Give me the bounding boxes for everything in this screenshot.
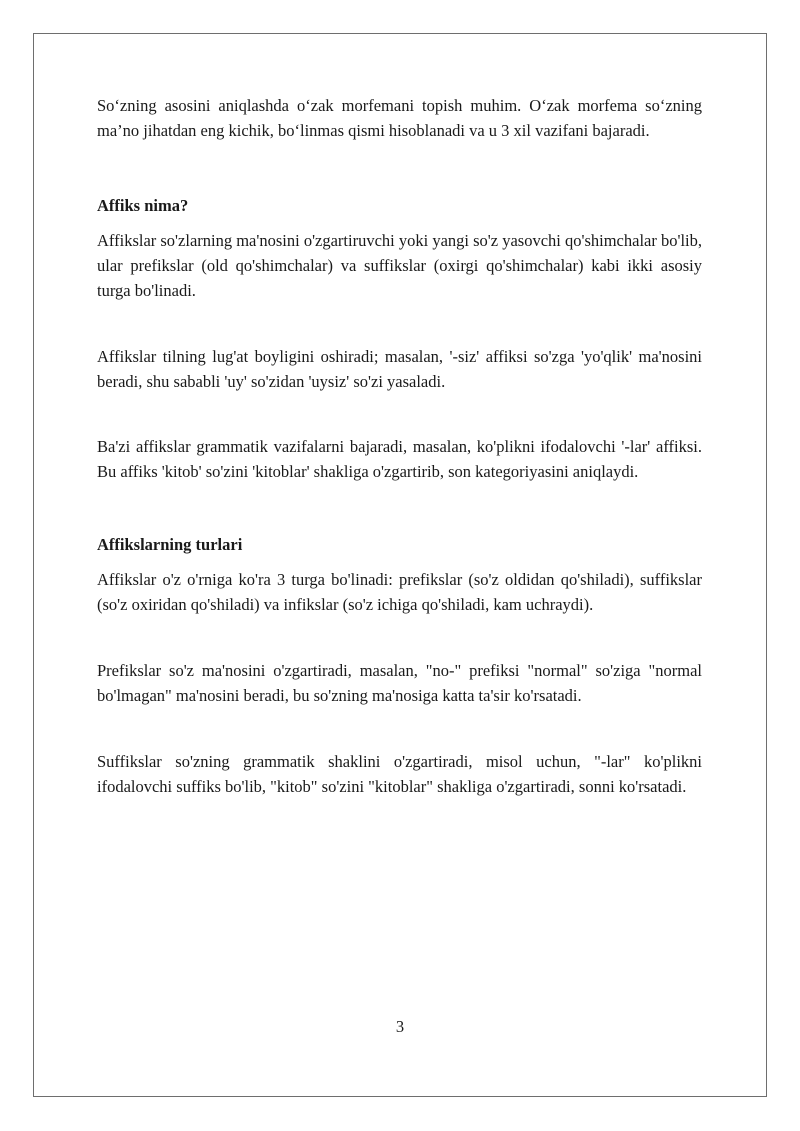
- heading-affix-types: Affikslarning turlari: [97, 535, 243, 554]
- paragraph-affix-vocabulary: Affikslar tilning lug'at boyligini oshiradi; masalan, '-siz' affiksi so'zga 'yo'qlik' ma'nosini beradi, shu sababli 'uy' so'zidan 'uysiz' so'zi yasaladi.: [97, 347, 702, 391]
- paragraph-affix-grammar: Ba'zi affikslar grammatik vazifalarni bajaradi, masalan, ko'plikni ifodalovchi '-lar' affiksi. Bu affiks 'kitob' so'zini 'kitoblar' shakliga o'zgartirib, son kategoriyasini aniqlaydi.: [97, 437, 702, 481]
- paragraph-root-morpheme: So‘zning asosini aniqlashda o‘zak morfemani topish muhim. O‘zak morfema so‘zning ma’no jihatdan eng kichik, bo‘linmas qismi hisoblanadi va u 3 xil vazifani bajaradi.: [97, 96, 702, 140]
- heading-affiks-nima: Affiks nima?: [97, 196, 189, 215]
- paragraph-suffixes: Suffikslar so'zning grammatik shaklini o'zgartiradi, misol uchun, "-lar" ko'plikni ifodalovchi suffiks bo'lib, "kitob" so'zini "kitoblar" shakliga o'zgartiradi, sonni ko'rsatadi.: [97, 752, 702, 796]
- paragraph-prefixes: Prefikslar so'z ma'nosini o'zgartiradi, masalan, "no-" prefiksi "normal" so'ziga "normal bo'lmagan" ma'nosini beradi, bu so'zning ma'nosiga katta ta'sir ko'rsatadi.: [97, 661, 702, 705]
- paragraph-affix-positions: Affikslar o'z o'rniga ko'ra 3 turga bo'linadi: prefikslar (so'z oldidan qo'shiladi), suffikslar (so'z oxiridan qo'shiladi) va infikslar (so'z ichiga qo'shiladi, kam uchraydi).: [97, 570, 702, 614]
- paragraph-affix-definition: Affikslar so'zlarning ma'nosini o'zgartiruvchi yoki yangi so'z yasovchi qo'shimchalar bo'lib, ular prefikslar (old qo'shimchalar) va suffikslar (oxirgi qo'shimchalar) kabi ikki asosiy turga bo'linadi.: [97, 231, 702, 300]
- page-number: 3: [395, 1017, 405, 1036]
- page-content: [97, 93, 702, 799]
